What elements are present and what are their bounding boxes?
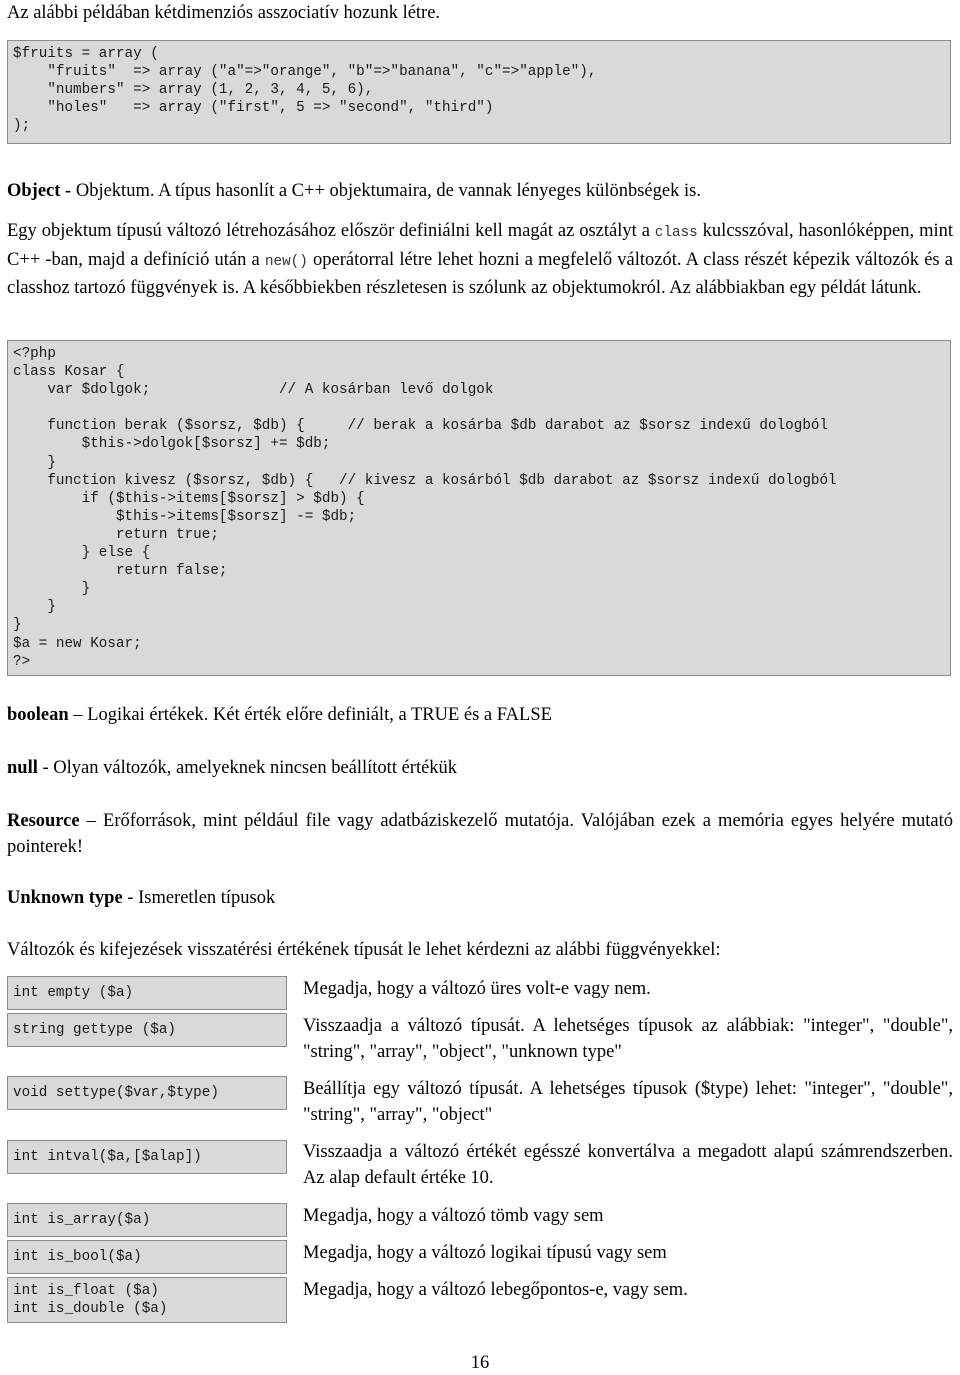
object-heading [7,181,701,202]
resource-line [7,808,953,860]
null-line [7,758,457,779]
code2-line [13,399,945,417]
code2-line: } [13,599,56,616]
object-description: Objektum. A típus hasonlít a C++ objektumaira, de vannak lényeges különbségek is. [75,181,701,201]
code1-line: "holes" => array ("first", 5 => "second", "third") [13,100,494,117]
code1-line: ); [13,118,31,135]
function-signature: int is_float ($a) [13,1283,159,1299]
code2-line: } else { [13,545,151,562]
code-block-kosar [7,340,951,676]
code1-line: "fruits" => array ("a"=>"orange", "b"=>"banana", "c"=>"apple"), [13,64,597,81]
function-signature-box [7,1277,287,1323]
functions-intro: Változók és kifejezések visszatérési értékének típusát le lehet kérdezni az alábbi függvényekkel: [7,940,721,960]
unknown-term: Unknown type [7,888,123,908]
function-signature: string gettype ($a) [13,1022,177,1038]
function-signature-box [7,1203,287,1237]
object-term: Object - [7,181,76,201]
function-signature: int is_bool($a) [13,1249,142,1265]
boolean-term: boolean [7,705,69,725]
code-block-array [7,40,951,144]
function-signature-box [7,1140,287,1174]
function-description: Megadja, hogy a változó tömb vagy sem [303,1206,604,1226]
code1-line: "numbers" => array (1, 2, 3, 4, 5, 6), [13,82,374,99]
code2-line: $a = new Kosar; [13,635,142,652]
function-signature-box [7,1076,287,1110]
code2-line: $this->dolgok[$sorsz] += $db; [13,436,331,453]
unknown-description: - Ismeretlen típusok [122,888,276,908]
unknown-line [7,888,275,909]
function-description: Megadja, hogy a változó lebegőpontos-e, vagy sem. [303,1280,688,1300]
function-signature-box [7,1240,287,1274]
null-term: null [7,758,38,778]
function-description: Beállítja egy változó típusát. A lehetséges típusok ($type) lehet: "integer", "double", "string", "array", "object" [303,1079,953,1125]
code2-line: class Kosar { [13,364,125,381]
code1-line: $fruits = array ( [13,46,159,62]
class-keyword: class [654,225,698,241]
boolean-line [7,705,552,726]
resource-description: – Erőforrások, mint például file vagy adatbáziskezelő mutatója. Valójában ezek a memória egyes helyére mutató pointerek! [7,811,953,857]
null-description: - Olyan változók, amelyeknek nincsen beállított értékük [37,758,458,778]
object-paragraph [7,218,953,302]
resource-term: Resource [7,811,80,831]
code2-line: $this->items[$sorsz] -= $db; [13,508,357,525]
function-signature: int is_array($a) [13,1212,151,1228]
code2-line: return false; [13,563,228,580]
code2-line: if ($this->items[$sorsz] > $db) { [13,490,365,507]
code2-line: function kivesz ($sorsz, $db) { // kivesz a kosárból $db darabot az $sorsz indexű dologból [13,472,837,489]
code2-line: } [13,454,56,471]
code2-line: <?php [13,346,56,362]
object-para-text-3: operátorral létre lehet hozni a megfelelő változót. A class részét képezik változók és a classhoz tartozó függvények is. A későbbiekben részletesen is szólunk az objektumokról. Az alábbiakban egy példát látunk. [7,249,953,298]
function-signature: int intval($a,[$alap]) [13,1149,202,1165]
page-number: 16 [470,1353,490,1373]
function-description: Visszaadja a változó értékét egésszé konvertálva a megadott alapú számrendszerben. Az alap default értéke 10. [303,1142,953,1188]
function-description: Megadja, hogy a változó üres volt-e vagy nem. [303,979,651,999]
new-operator: new() [264,253,308,270]
boolean-description: – Logikai értékek. Két érték előre definiált, a TRUE és a FALSE [68,705,552,725]
intro-text: Az alábbi példában kétdimenziós asszociatív hozunk létre. [7,3,441,23]
function-description: Megadja, hogy a változó logikai típusú vagy sem [303,1243,667,1263]
code2-line: function berak ($sorsz, $db) { // berak a kosárba $db darabot az $sorsz indexű dologból [13,418,829,435]
function-signature: int empty ($a) [13,985,134,1001]
function-signature-box [7,1013,287,1047]
function-signature: void settype($var,$type) [13,1085,219,1101]
function-signature: int is_double ($a) [13,1301,168,1317]
code2-line: } [13,617,22,634]
function-signature-box [7,976,287,1010]
object-para-text-1: Egy objektum típusú változó létrehozásához először definiálni kell magát az osztályt a [7,221,655,241]
function-description: Visszaadja a változó típusát. A lehetséges típusok az alábbiak: "integer", "double", "string", "array", "object", "unknown type" [303,1016,953,1062]
object-para-text-2: kulcsszóval, hasonlóképpen, mint C++ -ban, majd a definíció után a [7,221,953,270]
code2-line: return true; [13,526,219,543]
code2-line: ?> [13,653,31,670]
code2-line: var $dolgok; // A kosárban levő dolgok [13,382,494,399]
code2-line: } [13,581,91,598]
